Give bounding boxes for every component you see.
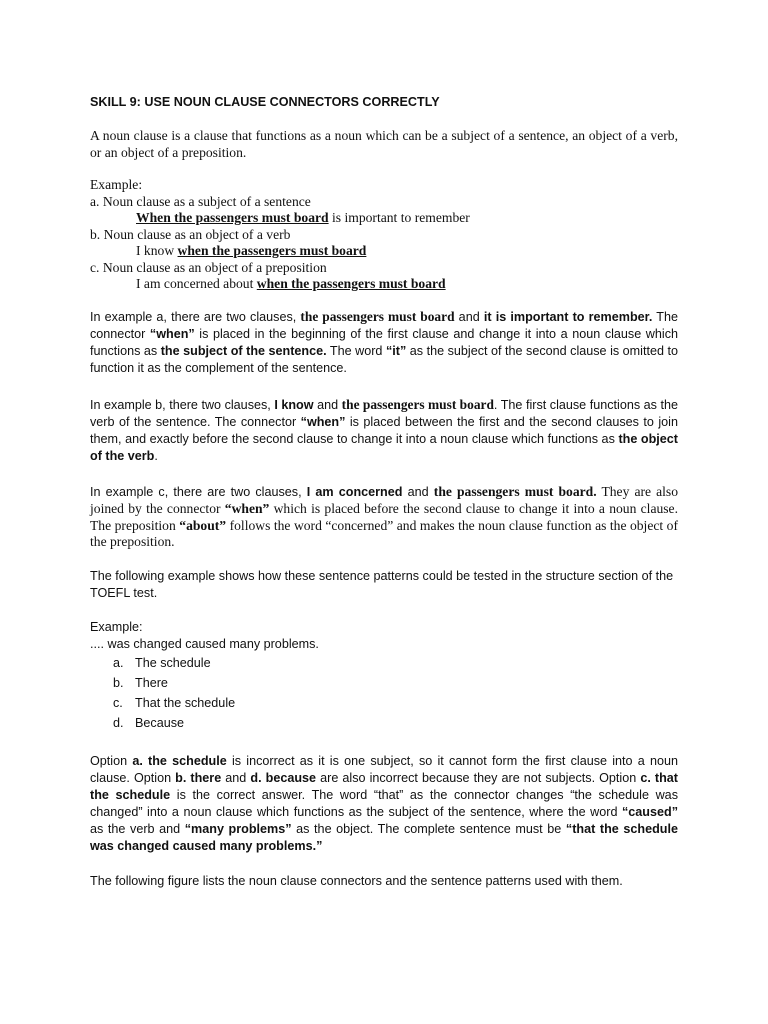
- text-span: The word: [326, 344, 386, 358]
- text-span: and: [454, 310, 484, 324]
- option-letter: a.: [113, 656, 124, 670]
- option-b: [113, 675, 413, 695]
- text-span: . The first clause functions as the verb of the sentence. The connector: [90, 398, 679, 429]
- answer-options: [113, 655, 413, 735]
- text-span: is the correct answer. The word “that” as the connector changes “the schedule was changed” into a noun clause which functions as the subject of the sentence, where the word: [90, 788, 678, 819]
- text-span: The connector: [90, 310, 678, 341]
- text-span: and: [313, 398, 342, 412]
- option-c: [113, 695, 413, 715]
- example-b-sentence: [90, 243, 678, 260]
- bold-span: “that the schedule was changed caused many problems.”: [90, 822, 678, 853]
- option-d: [113, 715, 413, 735]
- bold-span: “about”: [179, 517, 227, 533]
- option-text: There: [135, 676, 168, 690]
- example-c-label: c. Noun clause as an object of a preposition: [90, 259, 327, 275]
- test-intro-paragraph: The following example shows how these sentence patterns could be tested in the structure section of the TOEFL test.: [90, 569, 674, 600]
- figure-intro-paragraph: The following figure lists the noun clause connectors and the sentence patterns used with them.: [90, 874, 623, 888]
- example-a-noun-clause: When the passengers must board: [136, 210, 329, 225]
- bold-span: the subject of the sentence.: [160, 344, 327, 358]
- option-a: [113, 655, 413, 675]
- bold-span: “when”: [149, 327, 195, 341]
- bold-span: the passengers must board: [300, 309, 455, 324]
- option-text: Because: [135, 716, 185, 730]
- text-span: are also incorrect because they are not subjects. Option: [316, 771, 641, 785]
- example-b-noun-clause: when the passengers must board: [177, 243, 367, 258]
- text-span: In example b, there two clauses,: [90, 398, 275, 412]
- text-span: and: [402, 485, 434, 499]
- example-block-2: [90, 619, 678, 653]
- bold-span: “when”: [300, 415, 346, 429]
- bold-span: b. there: [175, 771, 222, 785]
- bold-span: I am concerned: [306, 485, 403, 499]
- text-span: They are also joined by the connector: [90, 484, 678, 516]
- text-span: In example a, there are two clauses,: [90, 310, 301, 324]
- bold-span: c. that the schedule: [90, 771, 678, 802]
- option-letter: b.: [113, 676, 124, 690]
- text-span: as the object. The complete sentence must be: [291, 822, 566, 836]
- text-span: is placed in the beginning of the first clause and change it into a noun clause which functions as: [90, 327, 679, 358]
- bold-span: it is important to remember.: [483, 310, 653, 324]
- text-span: and: [221, 771, 251, 785]
- text-span: as the subject of the second clause is omitted to function it as the complement of the sentence.: [90, 344, 678, 375]
- text-span: is placed between the first and the second clauses to join them, and exactly before the second clause to change it into a noun clause which functions as: [90, 415, 678, 446]
- option-text: That the schedule: [135, 696, 236, 710]
- example-a-rest: is important to remember: [328, 210, 470, 225]
- text-span: .: [154, 449, 158, 463]
- bold-span: the passengers must board: [341, 397, 494, 412]
- text-span: follows the word “concerned” and makes the noun clause function as the object of the preposition.: [90, 517, 678, 549]
- example-c-noun-clause: when the passengers must board: [256, 276, 446, 291]
- text-span: In example c, there are two clauses,: [90, 485, 307, 499]
- example-c-sentence: [90, 276, 678, 293]
- example-label: Example:: [90, 620, 143, 634]
- intro-paragraph: A noun clause is a clause that functions as a noun which can be a subject of a sentence, an object of a verb, or an object of a preposition.: [90, 128, 678, 160]
- question-stem: .... was changed caused many problems.: [90, 637, 319, 651]
- explanation-c-paragraph: [90, 484, 678, 551]
- text-span: as the verb and: [90, 822, 185, 836]
- explanation-a-paragraph: [90, 309, 678, 377]
- option-letter: c.: [113, 696, 123, 710]
- example-b-pre: I know: [136, 243, 178, 258]
- answer-explanation-paragraph: [90, 753, 678, 855]
- bold-span: “caused”: [622, 805, 678, 819]
- example-a-sentence: [90, 210, 678, 227]
- bold-span: a. the schedule: [132, 754, 227, 768]
- bold-span: “it”: [385, 344, 407, 358]
- option-letter: d.: [113, 716, 124, 730]
- bold-span: “many problems”: [184, 822, 292, 836]
- example-b-label: b. Noun clause as an object of a verb: [90, 226, 291, 242]
- bold-span: “when”: [224, 501, 270, 516]
- bold-span: the passengers must board.: [433, 484, 597, 499]
- bold-span: the object of the verb: [90, 432, 678, 463]
- text-span: which is placed before the second clause to change it into a noun clause. The preposition: [90, 501, 678, 533]
- example-block-1: [90, 177, 678, 293]
- skill-title: SKILL 9: USE NOUN CLAUSE CONNECTORS CORRECTLY: [90, 95, 440, 109]
- example-c-pre: I am concerned about: [136, 276, 257, 291]
- bold-span: d. because: [250, 771, 317, 785]
- example-a-label: a. Noun clause as a subject of a sentence: [90, 193, 311, 209]
- example-label: Example:: [90, 177, 143, 192]
- text-span: Option: [90, 754, 133, 768]
- option-text: The schedule: [135, 656, 211, 670]
- bold-span: I know: [274, 398, 314, 412]
- text-span: is incorrect as it is one subject, so it cannot form the first clause into a noun clause. Option: [90, 754, 678, 785]
- explanation-b-paragraph: [90, 397, 678, 465]
